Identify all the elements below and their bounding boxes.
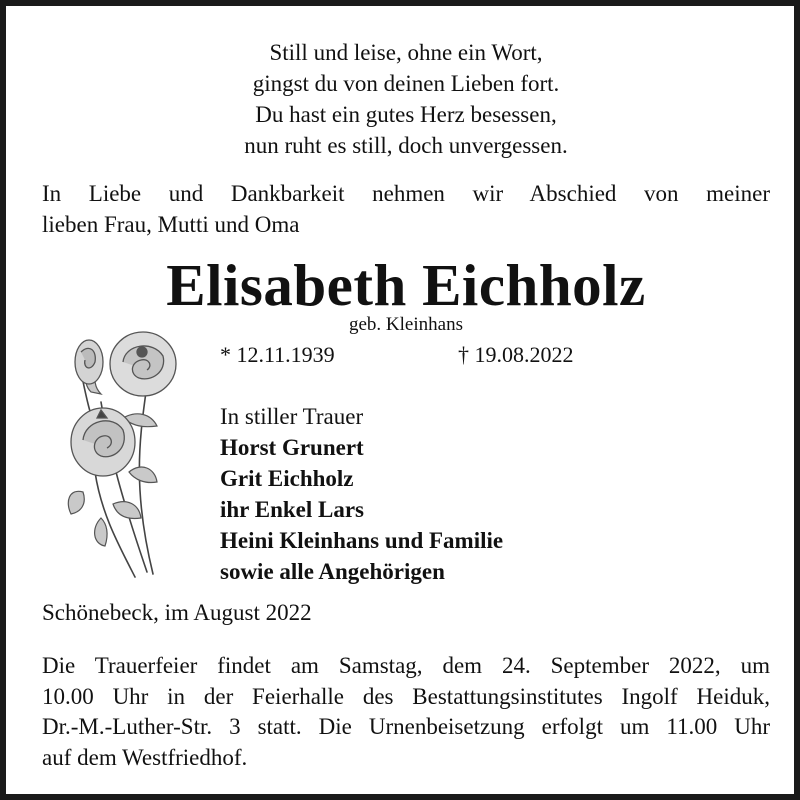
poem-line: gingst du von deinen Lieben fort. bbox=[252, 71, 560, 96]
intro-line: lieben Frau, Mutti und Oma bbox=[42, 212, 300, 237]
ceremony-line: auf dem Westfriedhof. bbox=[42, 744, 248, 770]
poem-line: Still und leise, ohne ein Wort, bbox=[269, 40, 543, 65]
maiden-name: geb. Kleinhans bbox=[349, 314, 463, 335]
mourner-name: sowie alle Angehörigen bbox=[220, 559, 445, 584]
mourners-list bbox=[220, 401, 503, 587]
mourner-name: Horst Grunert bbox=[220, 435, 364, 460]
ceremony-line: 10.00 Uhr in der Feierhalle des Bestattungsinstitutes Ingolf Heiduk, bbox=[42, 683, 770, 709]
mourner-name: Heini Kleinhans und Familie bbox=[220, 528, 504, 553]
funeral-details bbox=[42, 651, 770, 773]
poem-line: nun ruht es still, doch unvergessen. bbox=[244, 133, 568, 158]
roses-icon bbox=[61, 322, 191, 584]
mourner-name: Grit Eichholz bbox=[220, 466, 354, 491]
place-and-date: Schönebeck, im August 2022 bbox=[42, 600, 312, 625]
ceremony-line: Die Trauerfeier findet am Samstag, dem 24. September 2022, um bbox=[42, 653, 770, 678]
mourners-intro: In stiller Trauer bbox=[220, 404, 364, 429]
deceased-name: Elisabeth Eichholz bbox=[166, 252, 646, 318]
death-date: † 19.08.2022 bbox=[458, 342, 574, 367]
intro-line: In Liebe und Dankbarkeit nehmen wir Abschied von meiner bbox=[42, 181, 770, 206]
mourner-name: ihr Enkel Lars bbox=[220, 497, 364, 522]
farewell-intro bbox=[42, 178, 770, 240]
memorial-poem bbox=[6, 37, 800, 161]
ceremony-line: Dr.-M.-Luther-Str. 3 statt. Die Urnenbeisetzung erfolgt um 11.00 Uhr bbox=[42, 714, 770, 739]
birth-date: * 12.11.1939 bbox=[220, 342, 335, 367]
poem-line: Du hast ein gutes Herz besessen, bbox=[255, 102, 557, 127]
